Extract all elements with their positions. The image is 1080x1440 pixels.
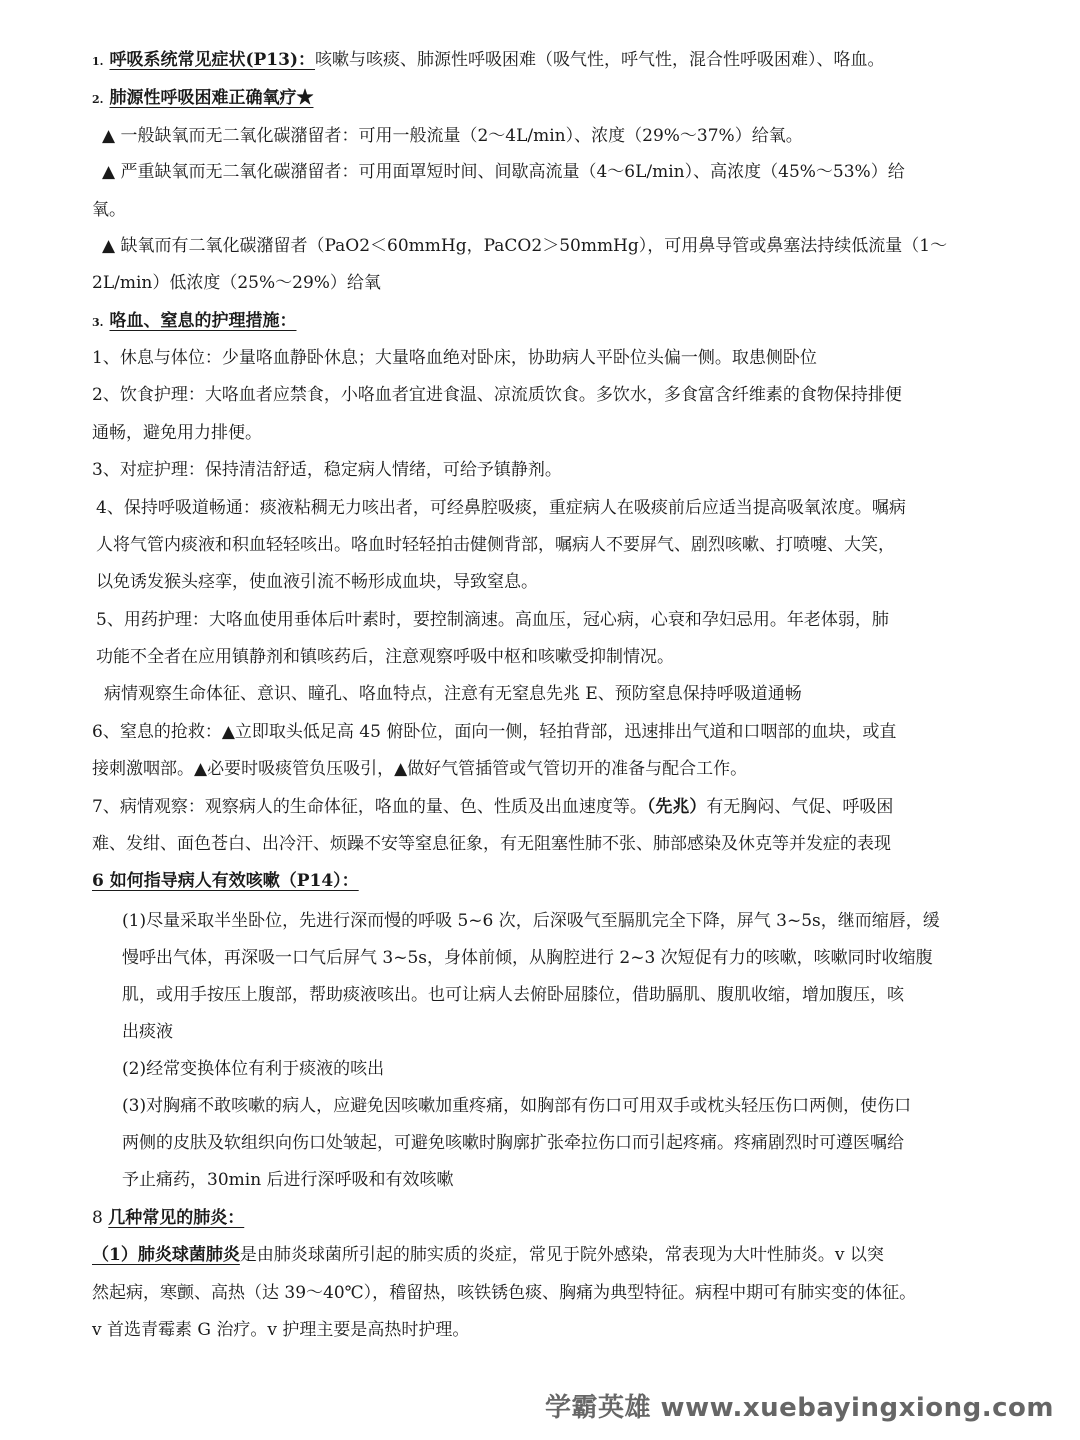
section-2-number: 2.: [92, 93, 104, 106]
oxygen-bullet-3-line-2: 2L/min）低浓度（25%～29%）给氧: [92, 273, 381, 293]
care-item-6-line-2: 接刺激咽部。▲必要时吸痰管负压吸引，▲做好气管插管或气管切开的准备与配合工作。: [92, 759, 748, 779]
oxygen-bullet-1: ▲ 一般缺氧而无二氧化碳潴留者：可用一般流量（2～4L/min）、浓度（29%～37%）给氧。: [102, 126, 803, 146]
cough-step-3-line-3: 予止痛药，30min 后进行深呼吸和有效咳嗽: [122, 1170, 454, 1190]
section-8-number: 8: [92, 1208, 103, 1228]
oxygen-bullet-2-line-2: 氧。: [92, 200, 126, 220]
section-6-title: 6 如何指导病人有效咳嗽（P14）：: [92, 871, 359, 891]
cough-step-1-line-1: (1)尽量采取半坐卧位，先进行深而慢的呼吸 5~6 次，后深吸气至膈肌完全下降，屏气 3~5s，继而缩唇，缓: [122, 911, 940, 931]
cough-step-3-line-2: 两侧的皮肤及软组织向伤口处皱起，可避免咳嗽时胸廓扩张牵拉伤口而引起疼痛。疼痛剧烈时可遵医嘱给: [122, 1133, 904, 1153]
care-item-3: 3、对症护理：保持清洁舒适，稳定病人情绪，可给予镇静剂。: [92, 460, 562, 480]
pneumococcal-line-2: 然起病，寒颤、高热（达 39～40℃），稽留热，咳铁锈色痰、胸痛为典型特征。病程中期可有肺实变的体征。: [92, 1283, 917, 1303]
oxygen-bullet-3-line-1: ▲ 缺氧而有二氧化碳潴留者（PaO2＜60mmHg，PaCO2＞50mmHg），可用鼻导管或鼻塞法持续低流量（1～: [102, 236, 948, 256]
section-3-number: 3.: [92, 316, 104, 329]
cough-step-2: (2)经常变换体位有利于痰液的咳出: [122, 1059, 385, 1079]
section-3-heading: [92, 303, 992, 341]
care-item-1: 1、休息与体位：少量咯血静卧休息；大量咯血绝对卧床，协助病人平卧位头偏一侧。取患侧卧位: [92, 348, 817, 368]
section-3-title: 咯血、窒息的护理措施：: [109, 311, 297, 331]
care-item-5-line-3: 病情观察生命体征、意识、瞳孔、咯血特点，注意有无窒息先兆 E、预防窒息保持呼吸道通畅: [104, 684, 802, 704]
pneumococcal-text-1: 是由肺炎球菌所引起的肺实质的炎症，常见于院外感染，常表现为大叶性肺炎。v 以突: [239, 1245, 884, 1265]
care-item-7-text-c: 有无胸闷、气促、呼吸困: [706, 797, 894, 817]
section-2-heading: [92, 80, 992, 118]
pneumococcal-label: （1）肺炎球菌肺炎: [92, 1245, 240, 1265]
cough-step-1-line-4: 出痰液: [122, 1022, 173, 1042]
site-watermark: 学霸英雄 www.xuebayingxiong.com: [545, 1393, 1054, 1423]
pneumococcal-line-3: v 首选青霉素 G 治疗。v 护理主要是高热时护理。: [92, 1320, 470, 1340]
care-item-7-line-2: 难、发绀、面色苍白、出冷汗、烦躁不安等窒息征象，有无阻塞性肺不张、肺部感染及休克等并发症的表现: [92, 834, 891, 854]
oxygen-bullet-2-line-1: ▲ 严重缺氧而无二氧化碳潴留者：可用面罩短时间、间歇高流量（4～6L/min）、高浓度（45%～53%）给: [102, 162, 905, 182]
care-item-5-line-1: 5、用药护理：大咯血使用垂体后叶素时，要控制滴速。高血压，冠心病，心衰和孕妇忌用。年老体弱，肺: [96, 610, 889, 630]
care-item-6-line-1: 6、窒息的抢救：▲立即取头低足高 45 俯卧位，面向一侧，轻拍背部，迅速排出气道和口咽部的血块，或直: [92, 722, 897, 742]
section-8-heading: [92, 1200, 992, 1236]
section-1-title: 呼吸系统常见症状(P13)：: [109, 50, 316, 70]
care-item-4-line-1: 4、保持呼吸道畅通：痰液粘稠无力咳出者，可经鼻腔吸痰，重症病人在吸痰前后应适当提高吸氧浓度。嘱病: [96, 498, 906, 518]
pneumococcal-line-1: [92, 1237, 992, 1273]
section-2-title: 肺源性呼吸困难正确氧疗★: [109, 88, 314, 108]
section-1-number: 1.: [92, 55, 104, 68]
cough-step-1-line-2: 慢呼出气体，再深吸一口气后屏气 3~5s，身体前倾，从胸腔进行 2~3 次短促有力的咳嗽，咳嗽同时收缩腹: [122, 948, 933, 968]
care-item-7-line-1: [92, 789, 992, 825]
care-item-2-line-1: 2、饮食护理：大咯血者应禁食，小咯血者宜进食温、凉流质饮食。多饮水，多食富含纤维素的食物保持排便: [92, 385, 902, 405]
care-item-5-line-2: 功能不全者在应用镇静剂和镇咳药后，注意观察呼吸中枢和咳嗽受抑制情况。: [96, 647, 674, 667]
care-item-7-text-a: 7、病情观察：观察病人的生命体征，咯血的量、色、性质及出血速度等。: [92, 797, 647, 817]
section-1-text: 咳嗽与咳痰、肺源性呼吸困难（吸气性，呼气性，混合性呼吸困难）、咯血。: [315, 50, 885, 70]
cough-step-1-line-3: 肌，或用手按压上腹部，帮助痰液咳出。也可让病人去俯卧屈膝位，借助膈肌、腹肌收缩，增加腹压，咳: [122, 985, 904, 1005]
cough-step-3-line-1: (3)对胸痛不敢咳嗽的病人，应避免因咳嗽加重疼痛，如胸部有伤口可用双手或枕头轻压伤口两侧，使伤口: [122, 1096, 912, 1116]
care-item-2-line-2: 通畅，避免用力排便。: [92, 423, 262, 443]
section-8-title: 几种常见的肺炎：: [108, 1208, 245, 1228]
section-1-line: [92, 42, 992, 80]
care-item-4-line-3: 以免诱发猴头痉挛，使血液引流不畅形成血块，导致窒息。: [96, 572, 538, 592]
care-item-4-line-2: 人将气管内痰液和积血轻轻咳出。咯血时轻轻拍击健侧背部，嘱病人不要屏气、剧烈咳嗽、打喷嚏、大笑，: [96, 535, 895, 555]
care-item-7-warning: （先兆）: [646, 797, 707, 817]
